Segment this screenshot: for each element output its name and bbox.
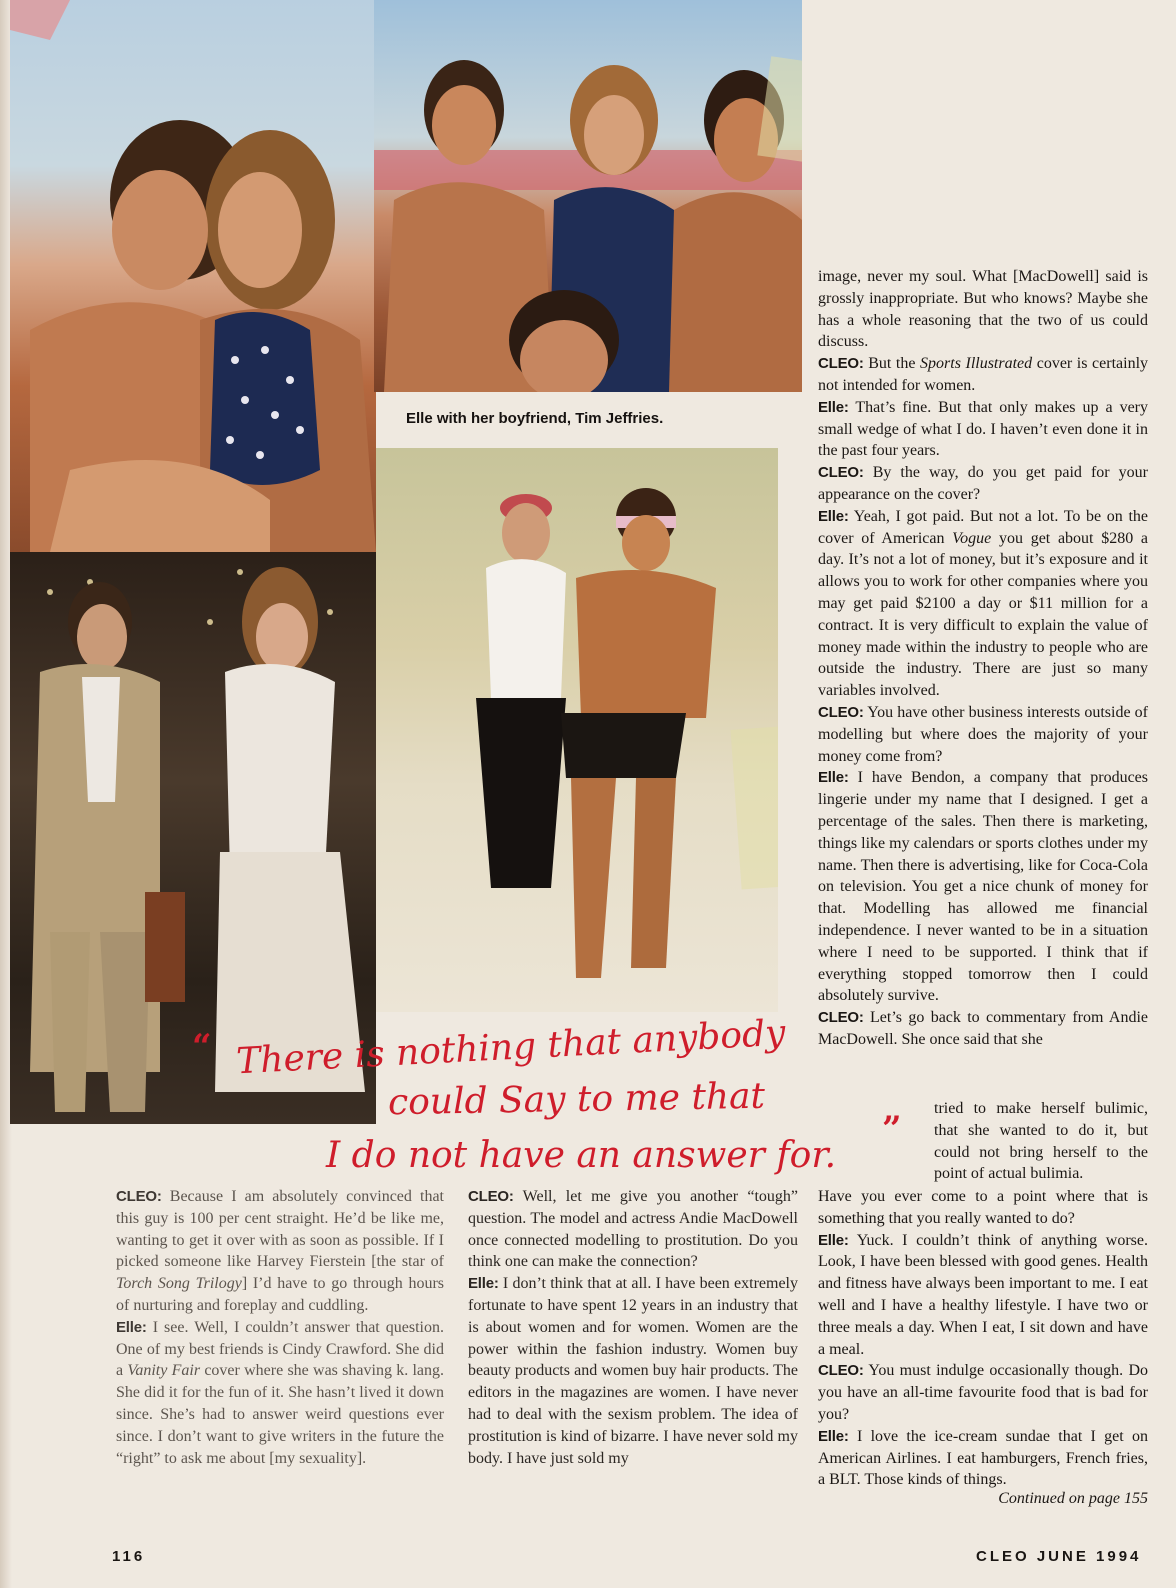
paragraph-text: you get about $280 a day. It’s not a lot of money, but it’s exposure and it allows you to work for other companies where you may get paid $2100 a day or $11 million for a contract. It is very difficult to explain the value of money made within the industry to people who are outside the industry. There are just so many variables involved. <box>818 529 1148 700</box>
speaker-label: Elle: <box>818 1427 849 1445</box>
speaker-label: CLEO: <box>818 355 864 373</box>
issue-label: CLEO JUNE 1994 <box>976 1548 1142 1565</box>
paragraph <box>818 767 1148 1007</box>
paragraph <box>468 1273 798 1469</box>
paragraph <box>116 1186 444 1317</box>
paragraph <box>818 1007 1148 1051</box>
speaker-label: Elle: <box>116 1318 147 1336</box>
speaker-label: Elle: <box>818 398 849 416</box>
paragraph <box>468 1186 798 1273</box>
paragraph-text: I love the ice-cream sundae that I get on American Airlines. I eat hamburgers, French fries, a BLT. Those kinds of things. <box>818 1427 1148 1489</box>
paragraph <box>818 1230 1148 1361</box>
paragraph <box>116 1317 444 1470</box>
pull-quote-line-1: There is nothing that anybody <box>235 1012 787 1083</box>
paragraph-text: cover is certainly not intended for women. <box>818 355 1149 394</box>
title-italic: Vogue <box>952 529 992 547</box>
paragraph-text: I see. Well, I couldn’t answer that question. One of my best friends is Cindy Crawford. She did a <box>116 1318 444 1380</box>
speaker-label: CLEO: <box>818 1362 864 1380</box>
paragraph-text: Yuck. I couldn’t think of anything worse. Look, I have been blessed with good genes. Health and fitness have always been important to me. I eat well and I have a healthy lifestyle. I have two or three meals a day. When I eat, I sit down and have a meal. <box>818 1231 1148 1358</box>
speaker-label: CLEO: <box>468 1188 514 1205</box>
paragraph-text: Because I am absolutely convinced that this guy is 100 per cent straight. He’d be like me, wanting to get it over with as soon as possible. If I picked someone like Harvey Fierstein [the star of <box>116 1188 444 1271</box>
article-column-1 <box>116 1186 444 1469</box>
speaker-label: CLEO: <box>818 1009 864 1027</box>
photo-group-beach <box>374 0 802 392</box>
paragraph: image, never my soul. What [MacDowell] said is grossly inappropriate. But who knows? Maybe she has a whole reasoning that the two of us could discuss. <box>818 268 1148 351</box>
paragraph-text: By the way, do you get paid for your appearance on the cover? <box>818 464 1148 503</box>
speaker-label: CLEO: <box>116 1188 162 1205</box>
speaker-label: CLEO: <box>818 703 864 721</box>
title-italic: Sports Illustrated <box>920 355 1033 373</box>
paragraph <box>818 353 1148 397</box>
paragraph: tried to make herself bulimic, that she wanted to do it, but could not bring herself to the point of actual bulimia. <box>934 1100 1148 1183</box>
paragraph <box>818 702 1148 767</box>
paragraph <box>818 506 1148 702</box>
article-column-2 <box>468 1186 798 1469</box>
article-column-3-upper <box>818 266 1148 1051</box>
paragraph-text: ] I’d have to go through hours of nurturing and foreplay and cuddling. <box>116 1275 444 1314</box>
speaker-label: Elle: <box>818 1231 849 1249</box>
article-column-3-lower <box>818 1186 1148 1491</box>
pull-quote-line-2: could Say to me that <box>387 1075 766 1124</box>
paragraph <box>818 1426 1148 1491</box>
photo-couple-jogging <box>376 448 778 1012</box>
pull-quote-open-mark: “ <box>192 1027 212 1067</box>
paragraph-text: Let’s go back to commentary from Andie MacDowell. She once said that she <box>818 1009 1148 1048</box>
speaker-label: Elle: <box>818 507 849 525</box>
continued-note: Continued on page 155 <box>998 1490 1148 1507</box>
paragraph <box>818 397 1148 462</box>
photo-caption: Elle with her boyfriend, Tim Jeffries. <box>406 410 664 427</box>
paragraph <box>818 462 1148 506</box>
page-number: 116 <box>112 1548 146 1565</box>
paragraph-text: You have other business interests outside of modelling but where does the majority of your money come from? <box>818 703 1148 765</box>
paragraph-text: You must indulge occasionally though. Do you have an all-time favourite food that is bad for you? <box>818 1362 1148 1423</box>
paragraph <box>818 1360 1148 1425</box>
title-italic: Vanity Fair <box>127 1362 201 1380</box>
paragraph-text: That’s fine. But that only makes up a very small wedge of what I do. I haven’t even done it in the past four years. <box>818 398 1148 460</box>
pull-quote-close-mark: ” <box>882 1109 902 1149</box>
paragraph-text: I have Bendon, a company that produces lingerie under my name that I designed. I get a percentage of the sales. Then there is marketing, things like my calendars or sports clothes under my name. Then there is advertising, like for Coca-Cola on television. You get a nice chunk of money for that. Modelling has allowed me financial independence. I never wanted to be in a situation where I need to be supported. I think that if everything stopped tomorrow then I could absolutely survive. <box>818 769 1148 1005</box>
paragraph: Have you ever come to a point where that is something that you really wanted to do? <box>818 1188 1148 1227</box>
paragraph-text: But the <box>863 355 921 373</box>
paragraph-text: Yeah, I got paid. But not a lot. To be on the cover of American <box>818 507 1148 547</box>
article-column-3-inset <box>934 1098 1148 1185</box>
speaker-label: CLEO: <box>818 464 864 482</box>
speaker-label: Elle: <box>818 769 849 787</box>
pull-quote-line-3: I do not have an answer for. <box>326 1135 837 1176</box>
photo-couple-kissing-beach <box>10 0 376 552</box>
speaker-label: Elle: <box>468 1275 499 1293</box>
title-italic: Torch Song Trilogy <box>116 1275 242 1293</box>
paragraph-text: cover where she was shaving k. lang. She did it for the fun of it. She hasn’t lived it down since. She’s had to answer weird questions ever since. I don’t want to give writers in the future the “right” to ask me about [my sexuality]. <box>116 1362 444 1467</box>
paragraph-text: Well, let me give you another “tough” question. The model and actress Andie MacDowell once connected modelling to prostitution. Do you think one can make the connection? <box>468 1188 798 1271</box>
paragraph-text: I don’t think that at all. I have been extremely fortunate to have spent 12 years in an industry that is about women and for women. Women are the power within the fashion industry. Women buy beauty products and women buy hair products. The editors in the magazines are women. I have never had to deal with the sexism problem. The idea of prostitution is kind of bizarre. I have never sold my body. I have just sold my <box>468 1275 798 1467</box>
